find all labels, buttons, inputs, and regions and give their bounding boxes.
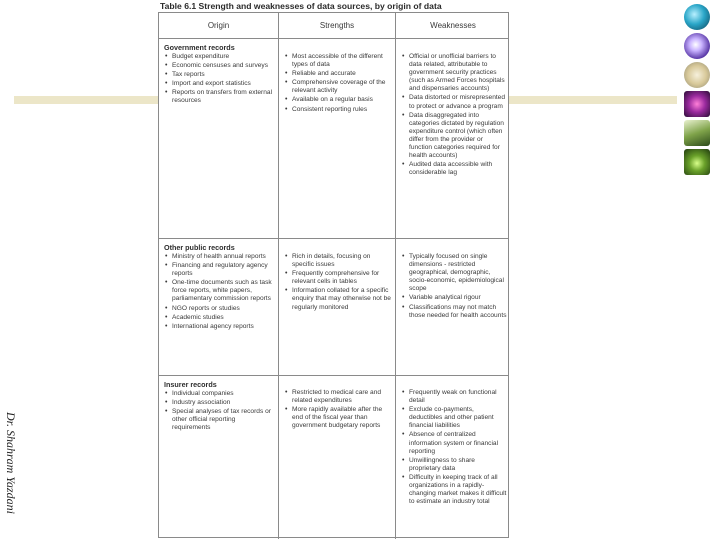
origin-item: • Financing and regulatory agency reports [164, 262, 275, 278]
strengths-cell [278, 39, 395, 238]
origin-item: • Tax reports [164, 71, 275, 79]
strength-item: • More rapidly available after the end of the fiscal year than government budgetary reports [284, 406, 392, 430]
strength-item: • Consistent reporting rules [284, 106, 392, 114]
weakness-item: • Typically focused on single dimensions - restricted geographical, demographic, socio-economic, epidemiological scope [401, 253, 507, 293]
origin-item: • Special analyses of tax records or other official reporting requirements [164, 408, 275, 432]
strength-item: • Comprehensive coverage of the relevant activity [284, 79, 392, 95]
neuron-image [684, 91, 710, 117]
weakness-item: • Variable analytical rigour [401, 294, 507, 302]
header-weaknesses: Weaknesses [395, 13, 510, 38]
origin-item: • Budget expenditure [164, 53, 275, 61]
origin-item: • Academic studies [164, 314, 275, 322]
origin-item: • Ministry of health annual reports [164, 253, 275, 261]
weaknesses-cell [395, 376, 510, 539]
table-row-government-records [159, 39, 508, 239]
weakness-item: • Absence of centralized information system or financial reporting [401, 431, 507, 455]
decorative-image-strip [684, 4, 712, 178]
weakness-item: • Exclude co-payments, deductibles and other patient financial liabilities [401, 406, 507, 430]
origin-item: • Industry association [164, 399, 275, 407]
strengths-list [284, 53, 392, 114]
origin-item: • Import and export statistics [164, 80, 275, 88]
weakness-item: • Frequently weak on functional detail [401, 389, 507, 405]
origin-item: • Economic censuses and surveys [164, 62, 275, 70]
lab-sample-image [684, 120, 710, 146]
strength-item: • Available on a regular basis [284, 96, 392, 104]
strength-item: • Most accessible of the different types of data [284, 53, 392, 69]
weakness-item: • Official or unofficial barriers to data related, attributable to government security practices (such as Armed Forces hospitals and dispensaries accounts) [401, 53, 507, 93]
origin-cell [159, 376, 278, 539]
weakness-item: • Classifications may not match those needed for health accounts [401, 304, 507, 320]
strengths-list [284, 253, 392, 312]
table-row-other-public-records [159, 239, 508, 376]
weaknesses-list [401, 53, 507, 177]
author-vertical-text: Dr. Shahram Yazdani [4, 412, 18, 514]
molecule-image [684, 33, 710, 59]
header-origin: Origin [207, 21, 230, 30]
accent-bar-right [509, 96, 677, 104]
origin-list [164, 53, 275, 106]
weaknesses-cell [395, 39, 510, 238]
weakness-item: • Audited data accessible with considerable lag [401, 161, 507, 177]
table-row-insurer-records [159, 376, 508, 539]
origin-item: • International agency reports [164, 323, 275, 331]
strength-item: • Information collated for a specific enquiry that may otherwise not be regularly monitored [284, 287, 392, 311]
origin-item: • Reports on transfers from external resources [164, 89, 275, 105]
weakness-item: • Difficulty in keeping track of all organizations in a rapidly-changing market makes it difficult to estimate an industry total [401, 474, 507, 506]
strength-item: • Reliable and accurate [284, 70, 392, 78]
origin-group-title: Insurer records [164, 380, 217, 389]
weakness-item: • Data disaggregated into categories dictated by regulation expenditure control (which often differ from the provider or function categories required for health accounts) [401, 112, 507, 161]
weaknesses-cell [395, 239, 510, 375]
weakness-item: • Unwillingness to share proprietary data [401, 457, 507, 473]
cell-microscopy-image [684, 149, 710, 175]
strength-item: • Frequently comprehensive for relevant cells in tables [284, 270, 392, 286]
strengths-cell [278, 376, 395, 539]
weaknesses-list [401, 253, 507, 320]
strength-item: • Rich in details, focusing on specific issues [284, 253, 392, 269]
origin-item: • NGO reports or studies [164, 305, 275, 313]
origin-list [164, 390, 275, 432]
origin-item: • Individual companies [164, 390, 275, 398]
cell-sphere-image [684, 4, 710, 30]
strengths-cell [278, 239, 395, 375]
header-strengths: Strengths [278, 13, 395, 38]
strength-item: • Restricted to medical care and related expenditures [284, 389, 392, 405]
origin-cell [159, 239, 278, 375]
accent-bar-left [14, 96, 158, 104]
origin-group-title: Government records [164, 43, 235, 52]
origin-group-title: Other public records [164, 243, 235, 252]
table-header-row [159, 13, 508, 39]
strengths-list [284, 389, 392, 430]
data-sources-table [158, 12, 509, 538]
origin-list [164, 253, 275, 331]
weakness-item: • Data distorted or misrepresented to protect or advance a program [401, 94, 507, 110]
origin-cell [159, 39, 278, 238]
origin-item: • One-time documents such as task force reports, white papers, parliamentary commission reports [164, 279, 275, 303]
bacteria-image [684, 62, 710, 88]
table-title: Table 6.1 Strength and weaknesses of data sources, by origin of data [160, 1, 442, 11]
weaknesses-list [401, 389, 507, 506]
